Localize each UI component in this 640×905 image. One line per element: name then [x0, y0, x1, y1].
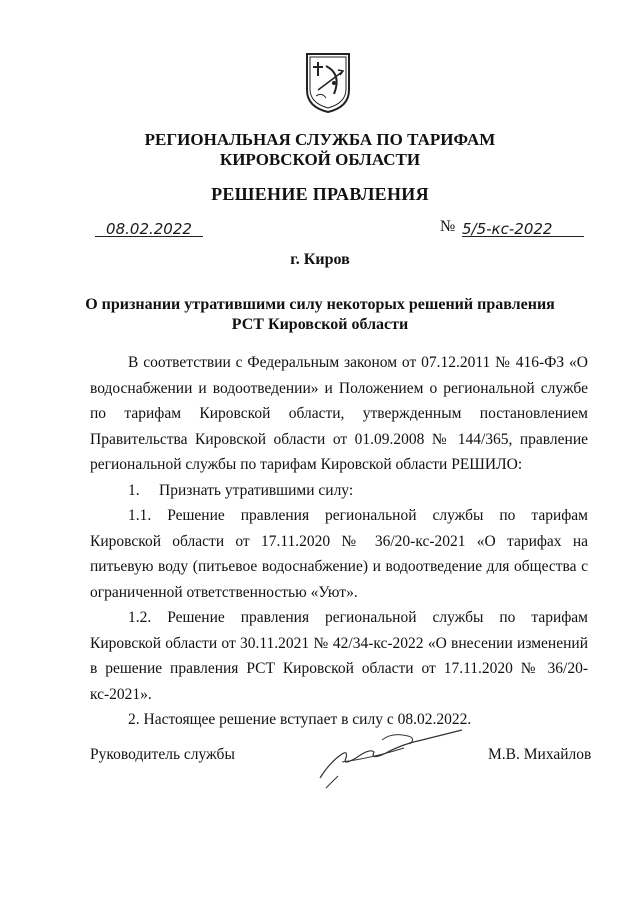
coat-of-arms-icon [304, 52, 352, 114]
number-value: 5/5-кс-2022 [462, 220, 553, 238]
preamble-paragraph: В соответствии с Федеральным законом от 07.12.2011 № 416-ФЗ «О водоснабжении и водоотведении» и Положением о региональной службе по тарифам Кировской области, утвержденным постановлением Правительства Кировской области от 01.09.2008 № 144/365, правление региональной службы по тарифам Кировской области РЕШИЛО: [90, 354, 588, 473]
item-1-2: 1.2. Решение правления региональной службы по тарифам Кировской области от 30.11.2021 № 42/34-кс-2022 «О внесении изменений в решение правления РСТ Кировской области от 17.11.2020 № 36/20-кс-2021». [90, 609, 588, 703]
item-1: 1. Признать утратившими силу: [128, 481, 354, 499]
subject-line-1: О признании утратившими силу некоторых решений правления [85, 296, 555, 313]
subject-line-2: РСТ Кировской области [231, 316, 409, 333]
item-2: 2. Настоящее решение вступает в силу с 08.02.2022. [128, 711, 472, 728]
document-date [95, 220, 203, 237]
organization-line-2: КИРОВСКОЙ ОБЛАСТИ [219, 150, 421, 169]
document-type: РЕШЕНИЕ ПРАВЛЕНИЯ [211, 184, 429, 204]
city: г. Киров [290, 251, 350, 268]
document-number [462, 220, 584, 237]
date-value: 08.02.2022 [106, 220, 192, 238]
number-label: № [440, 218, 456, 235]
organization-name [0, 130, 640, 170]
document-subject [0, 295, 640, 335]
organization-line-1: РЕГИОНАЛЬНАЯ СЛУЖБА ПО ТАРИФАМ [144, 130, 496, 149]
document-body [90, 350, 588, 733]
signatory-name: М.В. Михайлов [488, 746, 592, 763]
handwritten-signature-icon [312, 718, 472, 798]
signatory-position: Руководитель службы [90, 746, 235, 763]
item-1-1: 1.1. Решение правления региональной службы по тарифам Кировской области от 17.11.2020 № 36/20-кс-2021 «О тарифах на питьевую воду (питьевое водоснабжение) и водоотведение для общества с ограниченной ответственностью «Уют». [90, 507, 588, 601]
